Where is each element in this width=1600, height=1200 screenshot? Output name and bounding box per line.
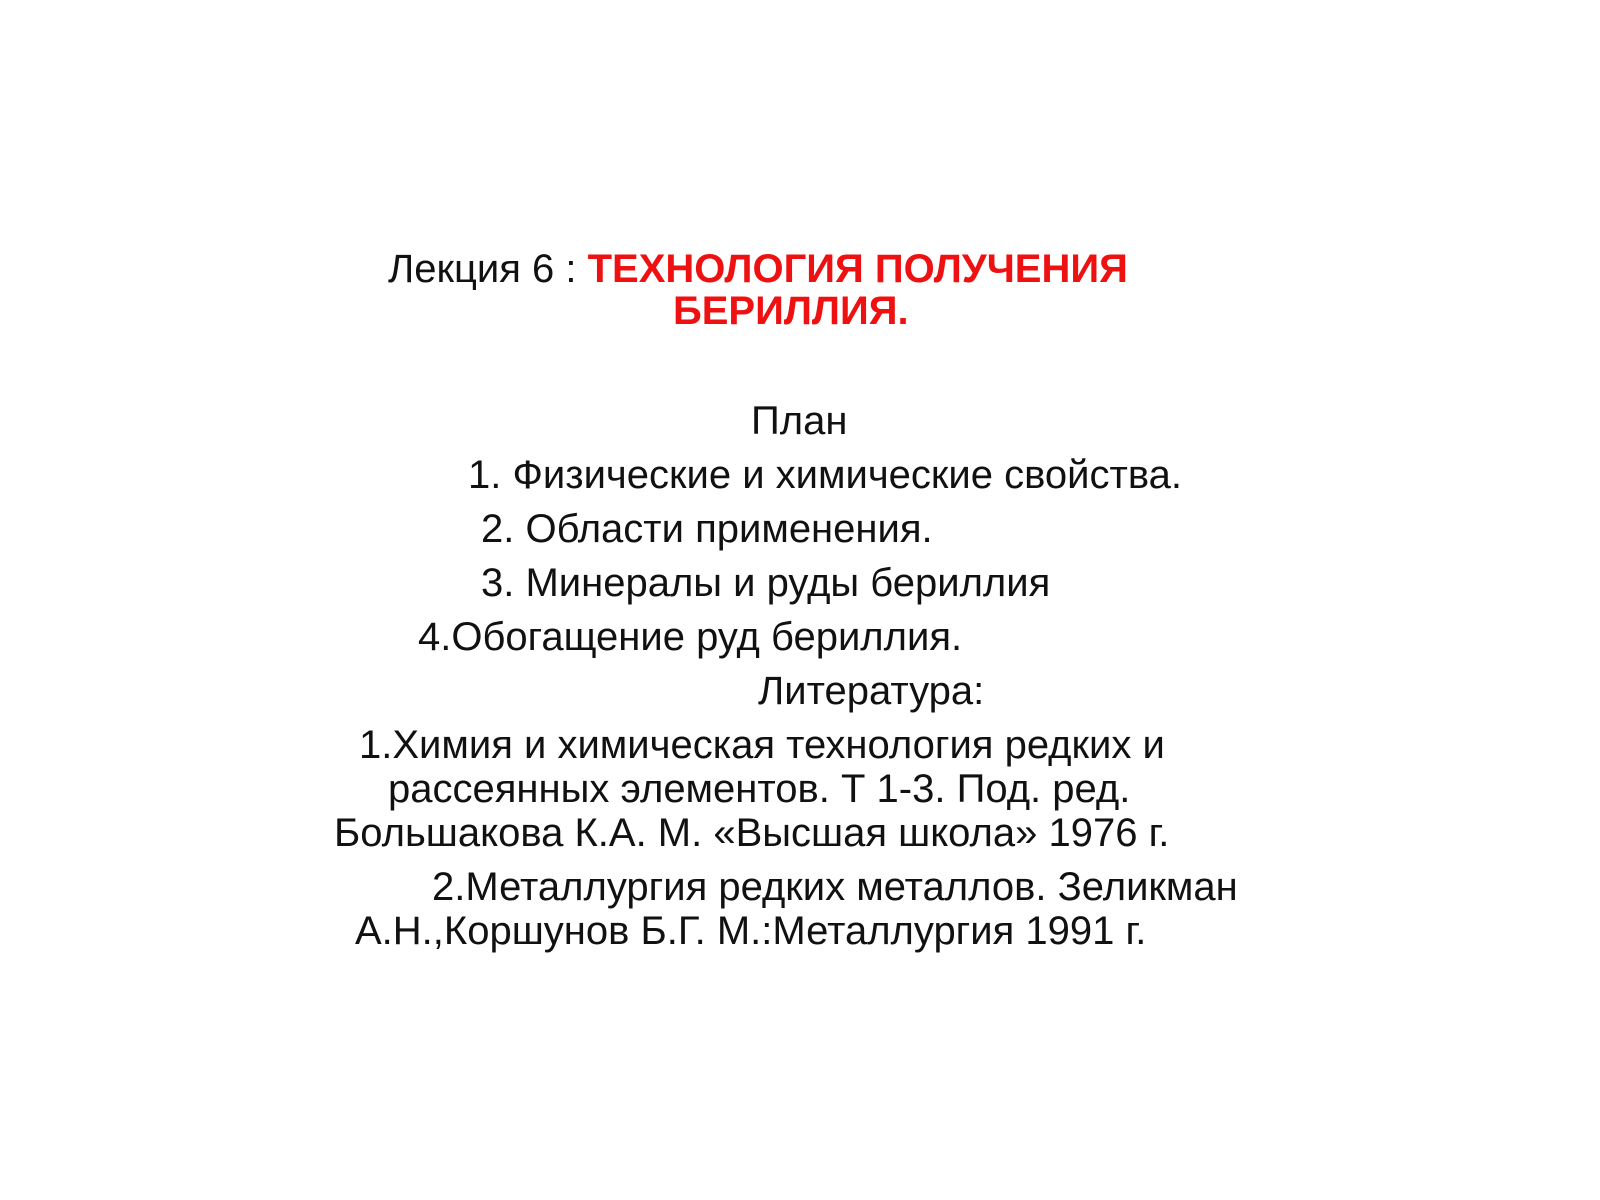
lecture-title: ТЕХНОЛОГИЯ ПОЛУЧЕНИЯ <box>587 247 1128 291</box>
literature-item-1-line-2: рассеянных элементов. Т 1-3. Под. ред. <box>388 767 1131 811</box>
literature-item-1-line-1: 1.Химия и химическая технология редких и <box>359 723 1165 767</box>
lecture-title-line-2: БЕРИЛЛИЯ. <box>673 289 909 333</box>
plan-item-2: 2. Области применения. <box>481 507 933 551</box>
plan-item-3: 3. Минералы и руды бериллия <box>481 561 1051 605</box>
literature-item-1-line-3: Большакова К.А. М. «Высшая школа» 1976 г. <box>334 811 1170 855</box>
plan-item-1: 1. Физические и химические свойства. <box>468 453 1183 497</box>
literature-item-2-line-1: 2.Металлургия редких металлов. Зеликман <box>432 865 1238 909</box>
plan-item-4: 4.Обогащение руд бериллия. <box>418 615 963 659</box>
lecture-label: Лекция 6 : <box>388 247 588 291</box>
title-line-1 <box>388 246 1128 292</box>
literature-item-2-line-2: А.Н.,Коршунов Б.Г. М.:Металлургия 1991 г. <box>355 909 1147 953</box>
plan-heading: План <box>751 399 848 443</box>
literature-heading: Литература: <box>758 669 985 713</box>
